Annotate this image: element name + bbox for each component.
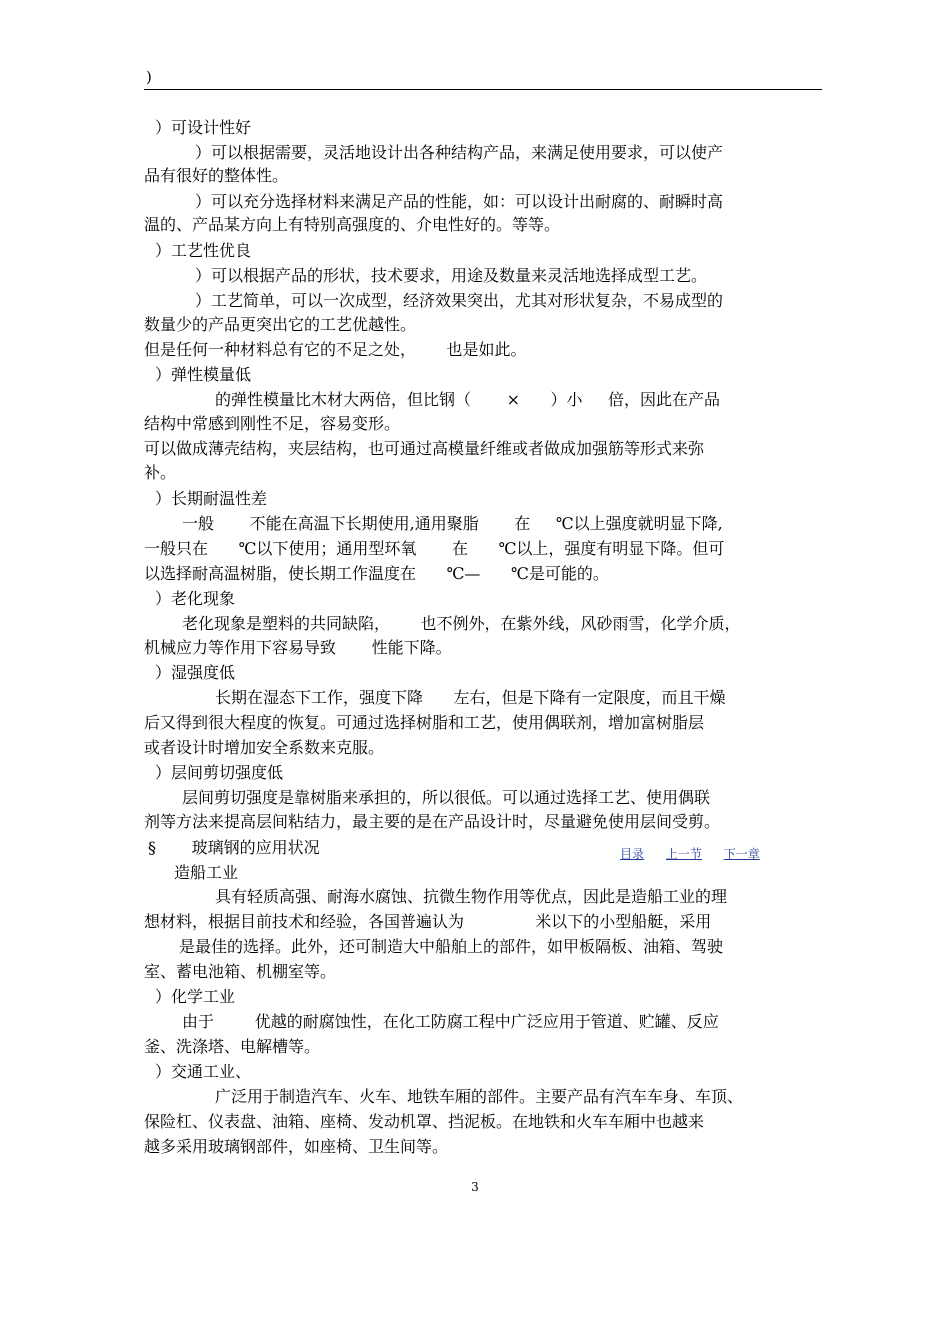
previous-section-link[interactable]: 上一节 (665, 847, 702, 861)
text-line: ）湿强度低 (155, 663, 236, 682)
text-line: 保险杠、仪表盘、油箱、座椅、发动机罩、挡泥板。在地铁和火车车厢中也越来 (144, 1112, 705, 1131)
next-chapter-link[interactable]: 下一章 (723, 847, 760, 861)
text-line: 造船工业 (174, 863, 239, 882)
page-number: 3 (471, 1180, 479, 1194)
text-line: 釜、洗涤塔、电解槽等。 (144, 1037, 321, 1056)
text-line: 长期在湿态下工作，强度下降 左右，但是下降有一定限度，而且干燥 (215, 688, 726, 707)
text-line: ）化学工业 (155, 987, 236, 1006)
text-line: ）工艺性优良 (155, 241, 252, 260)
text-line: 结构中常感到刚性不足，容易变形。 (144, 414, 401, 433)
text-line: 层间剪切强度是靠树脂来承担的，所以很低。可以通过选择工艺、使用偶联 (182, 788, 711, 807)
text-line: ）长期耐温性差 (155, 489, 268, 508)
text-line: 广泛用于制造汽车、火车、地铁车厢的部件。主要产品有汽车车身、车顶、 (215, 1087, 744, 1106)
text-line: 以选择耐高温树脂，使长期工作温度在 ℃— ℃是可能的。 (144, 564, 609, 583)
text-line: § 玻璃钢的应用状况 (148, 838, 320, 857)
header-mark: ) (146, 68, 152, 86)
text-line: 但是任何一种材料总有它的不足之处， 也是如此。 (144, 340, 527, 359)
text-line: 或者设计时增加安全系数来克服。 (144, 738, 385, 757)
text-line: ）可设计性好 (155, 118, 252, 137)
text-line: 室、蓄电池箱、机棚室等。 (144, 962, 337, 981)
text-line: ）老化现象 (155, 589, 236, 608)
text-line: ）工艺简单，可以一次成型，经济效果突出，尤其对形状复杂，不易成型的 (195, 291, 724, 310)
header-rule (144, 89, 822, 90)
nav-links (620, 845, 778, 862)
text-line: 想材料，根据目前技术和经验，各国普遍认为 米以下的小型船艇，采用 (144, 912, 712, 931)
text-line: 数量少的产品更突出它的工艺优越性。 (144, 315, 417, 334)
text-line: ）可以根据产品的形状，技术要求，用途及数量来灵活地选择成型工艺。 (195, 266, 708, 285)
text-line: 品有很好的整体性。 (144, 166, 289, 185)
text-line: 机械应力等作用下容易导致 性能下降。 (144, 638, 452, 657)
text-line: 越多采用玻璃钢部件，如座椅、卫生间等。 (144, 1137, 449, 1156)
text-line: ）弹性模量低 (155, 365, 252, 384)
text-line: 剂等方法来提高层间粘结力，最主要的是在产品设计时，尽量避免使用层间受剪。 (144, 812, 721, 831)
text-line: ）可以充分选择材料来满足产品的性能，如：可以设计出耐腐的、耐瞬时高 (195, 192, 724, 211)
text-line: 老化现象是塑料的共同缺陷， 也不例外，在紫外线，风砂雨雪，化学介质， (182, 614, 741, 633)
text-line: 后又得到很大程度的恢复。可通过选择树脂和工艺，使用偶联剂，增加富树脂层 (144, 713, 705, 732)
text-line: 补。 (144, 463, 177, 482)
text-line: 的弹性模量比木材大两倍，但比钢（ × ）小 倍，因此在产品 (215, 390, 720, 409)
text-line: 温的、产品某方向上有特别高强度的、介电性好的。等等。 (144, 215, 561, 234)
text-line: 可以做成薄壳结构，夹层结构，也可通过高模量纤维或者做成加强筋等形式来弥 (144, 439, 705, 458)
text-line: 一般 不能在高温下长期使用,通用聚脂 在 ℃以上强度就明显下降, (182, 514, 723, 533)
text-line: ）层间剪切强度低 (155, 763, 284, 782)
text-line: 是最佳的选择。此外，还可制造大中船舶上的部件，如甲板隔板、油箱、驾驶 (179, 937, 724, 956)
text-line: ）可以根据需要，灵活地设计出各种结构产品，来满足使用要求，可以使产 (195, 143, 724, 162)
text-line: ）交通工业、 (155, 1062, 252, 1081)
text-line: 具有轻质高强、耐海水腐蚀、抗微生物作用等优点，因此是造船工业的理 (215, 887, 728, 906)
contents-link[interactable]: 目录 (620, 847, 645, 861)
text-line: 由于 优越的耐腐蚀性，在化工防腐工程中广泛应用于管道、贮罐、反应 (182, 1012, 719, 1031)
text-line: 一般只在 ℃以下使用；通用型环氧 在 ℃以上，强度有明显下降。但可 (144, 539, 725, 558)
